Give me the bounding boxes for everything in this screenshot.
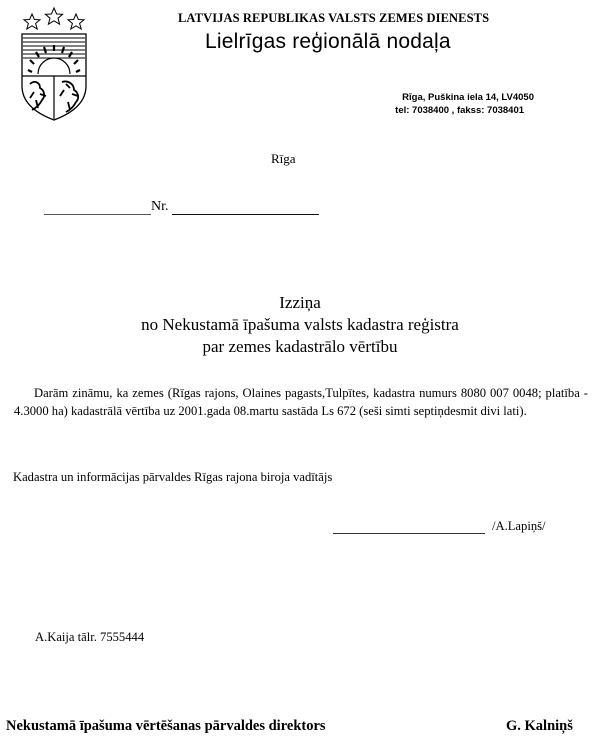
number-blank-field <box>172 200 319 215</box>
title-line-2: no Nekustamā īpašuma valsts kadastra reģistra <box>141 315 459 334</box>
title-line-3: par zemes kadastrālo vērtību <box>202 337 398 356</box>
letterhead-address <box>395 91 534 117</box>
department-name: Lielrīgas reģionālā nodaļa <box>205 30 451 53</box>
date-blank-field <box>44 200 151 215</box>
footer-name: G. Kalniņš <box>506 718 573 734</box>
phone-line: tel: 7038400 , fakss: 7038401 <box>395 105 525 116</box>
number-label: Nr. <box>151 199 169 214</box>
document-title <box>0 292 600 358</box>
title-line-1: Izziņa <box>279 293 321 312</box>
body-text: Darām zināmu, ka zemes (Rīgas rajons, Olaines pagasts,Tulpītes, kadastra numurs 8080 007 0048; platība - 4.3000 ha) kadastrālā vērtība uz 2001.gada 08.martu sastāda Ls 672 (seši simti septiņdesmit divi lati). <box>14 386 588 418</box>
document-city: Rīga <box>271 151 296 166</box>
signature-row <box>333 519 546 534</box>
organization-name: LATVIJAS REPUBLIKAS VALSTS ZEMES DIENESTS <box>178 11 490 25</box>
signature-line <box>333 519 485 534</box>
address-line: Rīga, Puškina iela 14, LV4050 <box>402 92 534 103</box>
footer-role: Nekustamā īpašuma vērtēšanas pārvaldes direktors <box>6 718 326 734</box>
document-body <box>14 384 588 420</box>
latvia-coat-of-arms-icon <box>18 4 90 122</box>
contact-info: A.Kaija tālr. 7555444 <box>35 630 145 644</box>
document-number-row <box>44 199 319 215</box>
signatory-name: /A.Lapiņš/ <box>492 519 546 533</box>
signatory-role: Kadastra un informācijas pārvaldes Rīgas rajona biroja vadītājs <box>13 470 333 484</box>
